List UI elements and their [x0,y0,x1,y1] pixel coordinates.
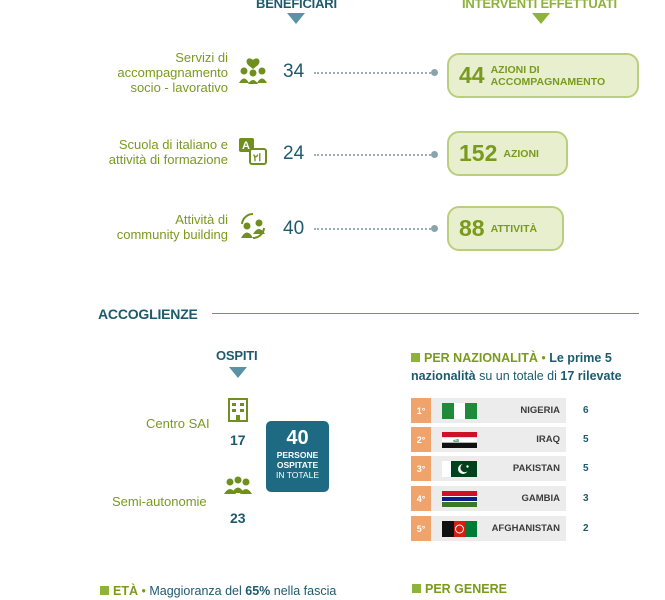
eta-text: 65% [245,584,271,598]
label-line: socio - lavorativo [130,80,228,95]
total-line: IN TOTALE [276,470,319,480]
svg-text:ا٢: ا٢ [253,153,262,164]
genere-title: PER GENERE [425,582,507,596]
country-name: GAMBIA [521,493,560,504]
interventi-value: 88 [459,215,485,241]
header-beneficiari: BENEFICIARI [256,0,337,11]
beneficiari-count: 24 [283,143,305,164]
centro-sai-label: Centro SAI [146,416,210,431]
label-line: Attività di [175,212,228,227]
nazionalita-title: PER NAZIONALITÀ [424,351,538,365]
connector-line [314,154,434,156]
ospiti-arrow [229,367,247,378]
rank-badge: 2° [411,427,431,452]
interventi-arrow [532,13,550,24]
country-name: IRAQ [536,434,560,445]
section-title-accoglienze: ACCOGLIENZE [98,306,198,322]
bullet: • [141,584,146,598]
country-count: 3 [583,493,589,504]
total-line: OSPITATE [276,460,319,470]
desc: nazionalità [411,369,476,383]
interventi-text: ATTIVITÀ [490,222,538,235]
connector-dot [431,225,438,232]
nigeria-flag-icon [442,403,477,419]
total-ospitate-box [266,421,329,492]
nationality-row [411,456,566,481]
country-name: PAKISTAN [512,463,560,474]
text-line: AZIONI DI [490,63,540,76]
interventi-text [491,64,606,88]
svg-text:ﷲ: ﷲ [453,438,456,444]
interventi-pill [447,131,568,176]
section-divider [212,313,639,314]
interventi-pill [447,53,639,98]
centro-sai-value: 17 [230,432,246,448]
country-count: 6 [583,405,589,416]
semi-autonomie-value: 23 [230,510,246,526]
service-label-scuola [38,137,228,167]
desc: Le prime 5 [549,351,612,365]
bullet-square [411,353,420,362]
connector-line [314,72,434,74]
label-line: community building [116,227,228,242]
eta-header [100,584,336,598]
label-line: accompagnamento [117,65,228,80]
interventi-text: AZIONI [503,147,539,160]
beneficiari-count: 34 [283,61,305,82]
eta-text: nella fascia [273,584,337,598]
desc: su un totale di [479,369,557,383]
rank-badge: 3° [411,456,431,481]
semi-autonomie-label: Semi-autonomie [112,494,207,509]
rank-badge: 5° [411,516,431,541]
bullet-square [412,584,421,593]
eta-title: ETÀ [113,584,138,598]
building-icon [227,397,249,423]
total-line: PERSONE [276,450,319,460]
nationality-row [411,398,566,423]
group-icon [224,476,252,498]
country-name: NIGERIA [520,405,560,416]
country-count: 2 [583,523,589,534]
gambia-flag-icon [442,491,477,507]
nazionalita-header [411,349,646,385]
beneficiari-arrow [287,13,305,24]
country-name: AFGHANISTAN [491,523,560,534]
label-line: attività di formazione [108,152,228,167]
iraq-flag-icon [442,432,477,448]
service-label-community [38,212,228,242]
rank-badge: 4° [411,486,431,511]
svg-text:A: A [242,140,250,152]
people-group-icon [238,56,268,84]
ospiti-label: OSPITI [216,348,258,363]
translate-icon [238,137,268,165]
country-count: 5 [583,463,589,474]
connector-dot [431,69,438,76]
connector-line [314,228,434,230]
header-interventi: INTERVENTI EFFETTUATI [462,0,617,11]
eta-text: Maggioranza del [149,584,242,598]
total-value: 40 [286,427,309,449]
community-icon [238,212,268,240]
afghanistan-flag-icon [442,521,477,537]
label-line: Servizi di [175,50,228,65]
text-line: ACCOMPAGNAMENTO [490,75,606,88]
bullet-square [100,586,109,595]
genere-header [412,582,507,596]
desc: 17 rilevate [560,369,622,383]
nationality-row [411,516,566,541]
interventi-pill [447,206,564,251]
service-label-accompagnamento [38,50,228,95]
connector-dot [431,151,438,158]
nationality-row [411,427,566,452]
interventi-value: 152 [459,140,498,166]
bullet: • [541,351,546,365]
beneficiari-count: 40 [283,218,305,239]
interventi-value: 44 [459,62,485,88]
country-count: 5 [583,434,589,445]
rank-badge: 1° [411,398,431,423]
pakistan-flag-icon [442,461,477,477]
label-line: Scuola di italiano e [118,137,228,152]
nationality-row [411,486,566,511]
